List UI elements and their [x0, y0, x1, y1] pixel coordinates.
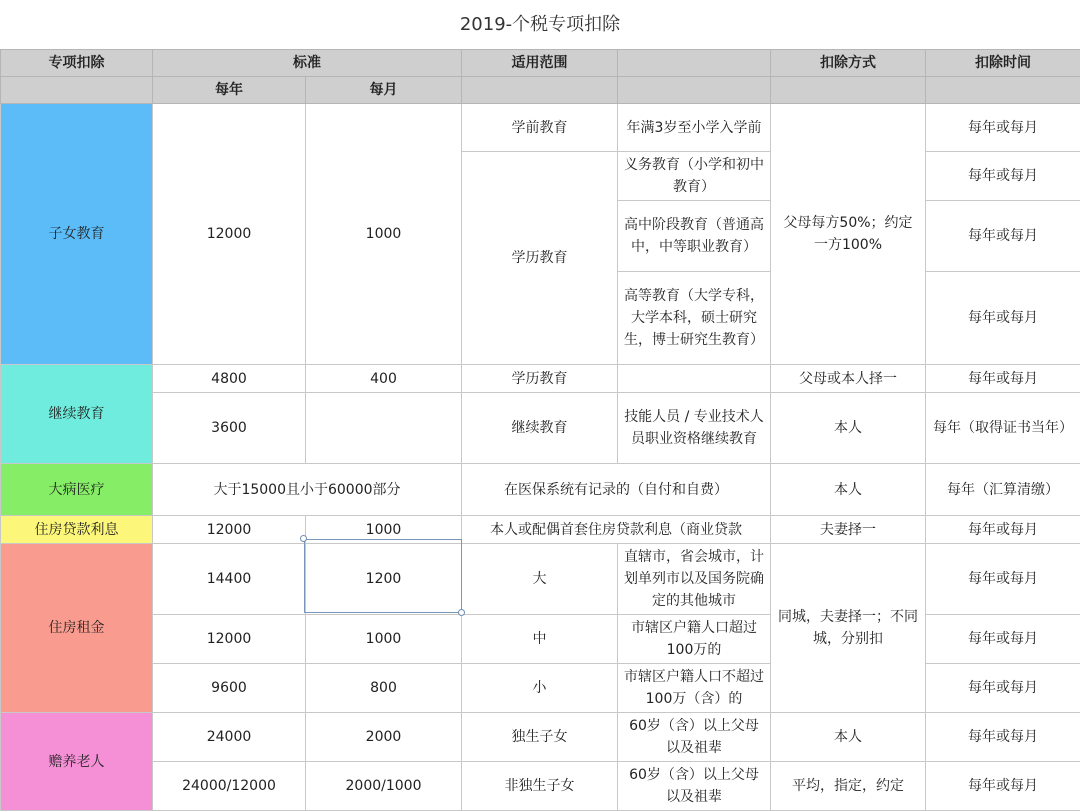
cell-scope[interactable]: 小 [462, 664, 618, 713]
cell-scope-detail[interactable]: 市辖区户籍人口不超过100万（含）的 [618, 664, 771, 713]
cell-scope[interactable]: 在医保系统有记录的（自付和自费） [462, 464, 771, 516]
cell-scope-detail[interactable]: 高等教育（大学专科，大学本科，硕士研究生，博士研究生教育） [618, 272, 771, 365]
cell-yearly[interactable]: 12000 [153, 516, 306, 544]
deduction-table [0, 49, 1080, 811]
cell-time[interactable]: 每年（汇算清缴） [926, 464, 1080, 516]
header-method[interactable]: 扣除方式 [771, 50, 926, 77]
cell-monthly[interactable]: 800 [306, 664, 462, 713]
cell-yearly[interactable]: 4800 [153, 365, 306, 393]
cell-scope-detail[interactable]: 直辖市，省会城市，计划单列市以及国务院确定的其他城市 [618, 544, 771, 615]
cell-yearly[interactable]: 24000/12000 [153, 762, 306, 811]
cell-scope-detail[interactable]: 市辖区户籍人口超过100万的 [618, 615, 771, 664]
cell-time[interactable]: 每年或每月 [926, 544, 1080, 615]
cell-time[interactable]: 每年（取得证书当年） [926, 393, 1080, 464]
header-time[interactable]: 扣除时间 [926, 50, 1080, 77]
cell-scope-detail[interactable]: 60岁（含）以上父母以及祖辈 [618, 762, 771, 811]
subheader-blank-5[interactable] [926, 77, 1080, 104]
cell-method[interactable]: 父母或本人择一 [771, 365, 926, 393]
cell-yearly[interactable]: 3600 [153, 393, 306, 464]
table-row [1, 762, 1080, 811]
cell-yearly[interactable]: 14400 [153, 544, 306, 615]
subheader-blank-1[interactable] [1, 77, 153, 104]
cell-scope[interactable]: 学前教育 [462, 104, 618, 152]
cell-method[interactable]: 本人 [771, 713, 926, 762]
cell-scope[interactable]: 继续教育 [462, 393, 618, 464]
cell-standard[interactable]: 大于15000且小于60000部分 [153, 464, 462, 516]
table-row [1, 393, 1080, 464]
subheader-blank-3[interactable] [618, 77, 771, 104]
cell-scope[interactable]: 独生子女 [462, 713, 618, 762]
cell-monthly[interactable]: 1000 [306, 516, 462, 544]
category-mortgage-interest[interactable]: 住房贷款利息 [1, 516, 153, 544]
header-scope[interactable]: 适用范围 [462, 50, 618, 77]
cell-time[interactable]: 每年或每月 [926, 104, 1080, 152]
cell-scope[interactable]: 学历教育 [462, 365, 618, 393]
category-child-education[interactable]: 子女教育 [1, 104, 153, 365]
cell-scope-detail[interactable]: 义务教育（小学和初中教育） [618, 152, 771, 201]
cell-method[interactable]: 父母每方50%；约定一方100% [771, 104, 926, 365]
cell-scope-detail[interactable]: 年满3岁至小学入学前 [618, 104, 771, 152]
cell-time[interactable]: 每年或每月 [926, 201, 1080, 272]
cell-yearly[interactable]: 12000 [153, 104, 306, 365]
table-row [1, 464, 1080, 516]
header-monthly[interactable]: 每月 [306, 77, 462, 104]
cell-scope[interactable]: 大 [462, 544, 618, 615]
cell-time[interactable]: 每年或每月 [926, 713, 1080, 762]
cell-monthly[interactable] [306, 393, 462, 464]
cell-time[interactable]: 每年或每月 [926, 365, 1080, 393]
cell-time[interactable]: 每年或每月 [926, 615, 1080, 664]
cell-method[interactable]: 同城，夫妻择一；不同城，分别扣 [771, 544, 926, 713]
cell-monthly[interactable]: 400 [306, 365, 462, 393]
cell-monthly[interactable]: 1200 [306, 544, 462, 615]
cell-time[interactable]: 每年或每月 [926, 272, 1080, 365]
cell-scope-detail[interactable]: 60岁（含）以上父母以及祖辈 [618, 713, 771, 762]
table-row [1, 104, 1080, 152]
table-row [1, 516, 1080, 544]
cell-time[interactable]: 每年或每月 [926, 664, 1080, 713]
cell-time[interactable]: 每年或每月 [926, 762, 1080, 811]
cell-scope-detail[interactable]: 技能人员 / 专业技术人员职业资格继续教育 [618, 393, 771, 464]
cell-monthly[interactable]: 1000 [306, 104, 462, 365]
cell-method[interactable]: 平均，指定，约定 [771, 762, 926, 811]
table-row [1, 544, 1080, 615]
cell-time[interactable]: 每年或每月 [926, 516, 1080, 544]
cell-scope-detail[interactable] [618, 365, 771, 393]
header-blank[interactable] [618, 50, 771, 77]
cell-time[interactable]: 每年或每月 [926, 152, 1080, 201]
header-yearly[interactable]: 每年 [153, 77, 306, 104]
subheader-blank-2[interactable] [462, 77, 618, 104]
table-row [1, 713, 1080, 762]
cell-yearly[interactable]: 12000 [153, 615, 306, 664]
cell-scope-detail[interactable]: 高中阶段教育（普通高中，中等职业教育） [618, 201, 771, 272]
cell-monthly[interactable]: 1000 [306, 615, 462, 664]
cell-yearly[interactable]: 24000 [153, 713, 306, 762]
table-row [1, 365, 1080, 393]
cell-method[interactable]: 本人 [771, 393, 926, 464]
cell-scope[interactable]: 本人或配偶首套住房贷款利息（商业贷款 [462, 516, 771, 544]
category-continuing-education[interactable]: 继续教育 [1, 365, 153, 464]
header-standard[interactable]: 标准 [153, 50, 462, 77]
cell-yearly[interactable]: 9600 [153, 664, 306, 713]
subheader-blank-4[interactable] [771, 77, 926, 104]
category-serious-illness[interactable]: 大病医疗 [1, 464, 153, 516]
header-category[interactable]: 专项扣除 [1, 50, 153, 77]
header-row [1, 50, 1080, 77]
category-elderly-support[interactable]: 赡养老人 [1, 713, 153, 811]
selection-handle-top-left[interactable] [300, 535, 307, 542]
cell-scope[interactable]: 学历教育 [462, 152, 618, 365]
cell-method[interactable]: 夫妻择一 [771, 516, 926, 544]
cell-scope[interactable]: 中 [462, 615, 618, 664]
cell-method[interactable]: 本人 [771, 464, 926, 516]
selection-handle-bottom-right[interactable] [458, 609, 465, 616]
page-title: 2019-个税专项扣除 [0, 10, 1080, 40]
category-housing-rent[interactable]: 住房租金 [1, 544, 153, 713]
subheader-row [1, 77, 1080, 104]
cell-scope[interactable]: 非独生子女 [462, 762, 618, 811]
cell-monthly[interactable]: 2000/1000 [306, 762, 462, 811]
cell-monthly[interactable]: 2000 [306, 713, 462, 762]
